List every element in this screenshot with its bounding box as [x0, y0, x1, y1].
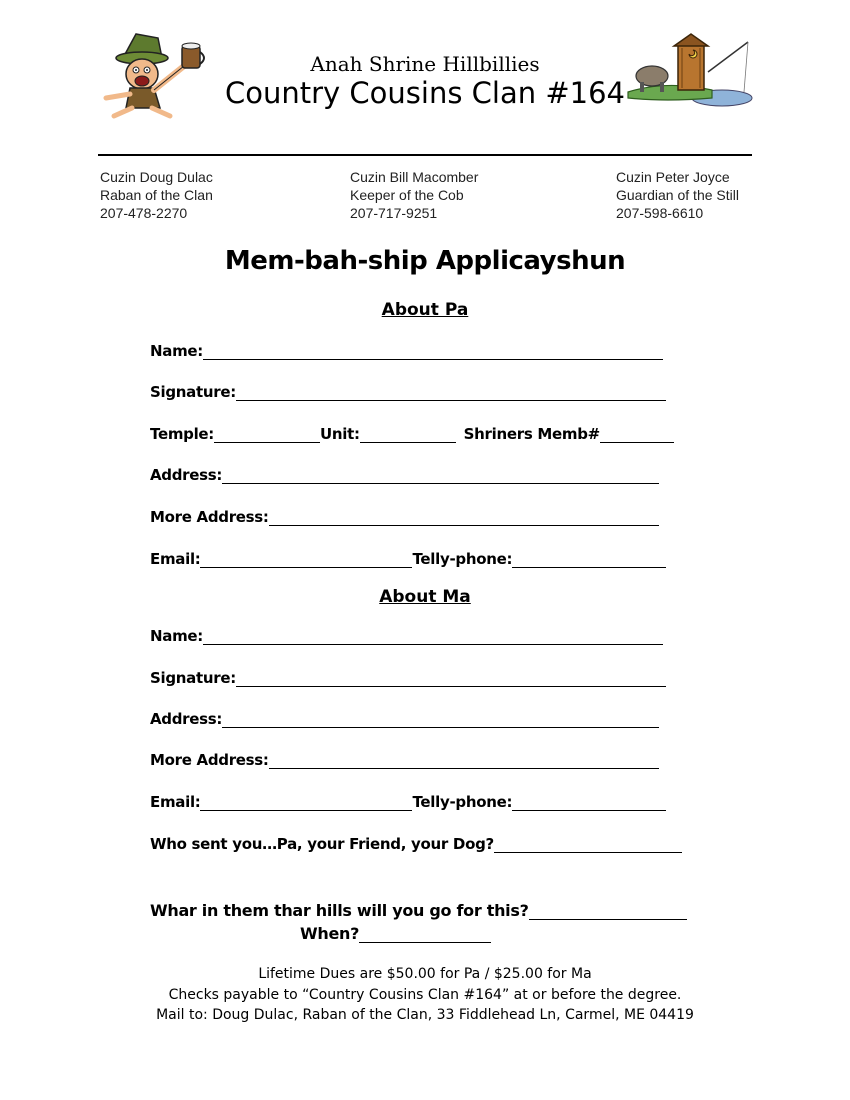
- ma-name-field[interactable]: [203, 628, 663, 645]
- dues-text: Lifetime Dues are $50.00 for Pa / $25.00 for Ma: [258, 966, 592, 982]
- club-subtitle: Anah Shrine Hillbillies: [310, 52, 540, 76]
- ma-email-label: Email:: [150, 793, 201, 811]
- pa-more-address-field[interactable]: [269, 509, 659, 526]
- officer-phone: 207-478-2270: [100, 205, 188, 221]
- section-heading-pa: About Pa: [381, 300, 469, 320]
- mail-text: Mail to: Doug Dulac, Raban of the Clan, 33 Fiddlehead Ln, Carmel, ME 04419: [156, 1007, 694, 1023]
- ma-more-address-label: More Address:: [150, 751, 269, 769]
- who-sent-row: [150, 831, 682, 853]
- form-title: Mem-bah-ship Applicayshun: [224, 246, 626, 276]
- pa-name-label: Name:: [150, 342, 203, 360]
- who-sent-field[interactable]: [494, 836, 682, 853]
- where-row: [150, 898, 687, 920]
- pa-more-address-label: More Address:: [150, 508, 269, 526]
- officer-3: [616, 168, 739, 222]
- checks-text: Checks payable to “Country Cousins Clan #164” at or before the degree.: [168, 987, 682, 1003]
- pa-unit-label: Unit:: [320, 425, 360, 443]
- club-title: Country Cousins Clan #164: [225, 76, 625, 110]
- pa-name-row: [150, 338, 663, 360]
- pa-unit-field[interactable]: [360, 426, 456, 443]
- ma-address-row: [150, 706, 659, 728]
- pa-address-field[interactable]: [222, 467, 659, 484]
- ma-name-label: Name:: [150, 627, 203, 645]
- who-sent-label: Who sent you…Pa, your Friend, your Dog?: [150, 835, 494, 853]
- officer-2: [350, 168, 478, 222]
- pa-more-address-row: [150, 504, 659, 526]
- when-row: [300, 921, 491, 943]
- pa-address-label: Address:: [150, 466, 223, 484]
- officer-role: Keeper of the Cob: [350, 187, 464, 203]
- officer-name: Cuzin Bill Macomber: [350, 169, 479, 185]
- pa-shriners-label: Shriners Memb#: [463, 425, 600, 443]
- pa-temple-field[interactable]: [214, 426, 320, 443]
- where-field[interactable]: [529, 903, 687, 920]
- ma-more-address-field[interactable]: [269, 752, 659, 769]
- pa-name-field[interactable]: [203, 343, 663, 360]
- officer-role: Guardian of the Still: [616, 187, 739, 203]
- pa-shriners-field[interactable]: [600, 426, 674, 443]
- pa-signature-row: [150, 379, 666, 401]
- pa-temple-label: Temple:: [150, 425, 214, 443]
- ma-name-row: [150, 623, 663, 645]
- when-label: When?: [300, 924, 360, 943]
- header-divider: [98, 154, 752, 156]
- officer-phone: 207-598-6610: [616, 205, 704, 221]
- officer-1: [100, 168, 213, 222]
- where-label: Whar in them thar hills will you go for this?: [150, 901, 529, 920]
- pa-phone-label: Telly-phone:: [412, 550, 513, 568]
- ma-signature-field[interactable]: [236, 670, 666, 687]
- pa-phone-field[interactable]: [512, 551, 666, 568]
- ma-phone-field[interactable]: [512, 794, 666, 811]
- ma-signature-label: Signature:: [150, 669, 236, 687]
- ma-email-field[interactable]: [200, 794, 412, 811]
- pa-signature-label: Signature:: [150, 383, 236, 401]
- ma-signature-row: [150, 665, 666, 687]
- officer-role: Raban of the Clan: [100, 187, 213, 203]
- pa-temple-row: [150, 421, 674, 443]
- pa-email-label: Email:: [150, 550, 201, 568]
- ma-address-field[interactable]: [222, 711, 659, 728]
- officer-name: Cuzin Peter Joyce: [616, 169, 730, 185]
- ma-more-address-row: [150, 747, 659, 769]
- section-heading-ma: About Ma: [379, 587, 471, 607]
- pa-email-row: [150, 546, 666, 568]
- ma-email-row: [150, 789, 666, 811]
- ma-phone-label: Telly-phone:: [412, 793, 513, 811]
- when-field[interactable]: [359, 926, 491, 943]
- pa-email-field[interactable]: [200, 551, 412, 568]
- officer-name: Cuzin Doug Dulac: [100, 169, 213, 185]
- pa-signature-field[interactable]: [236, 384, 666, 401]
- pa-address-row: [150, 462, 659, 484]
- officer-phone: 207-717-9251: [350, 205, 438, 221]
- ma-address-label: Address:: [150, 710, 223, 728]
